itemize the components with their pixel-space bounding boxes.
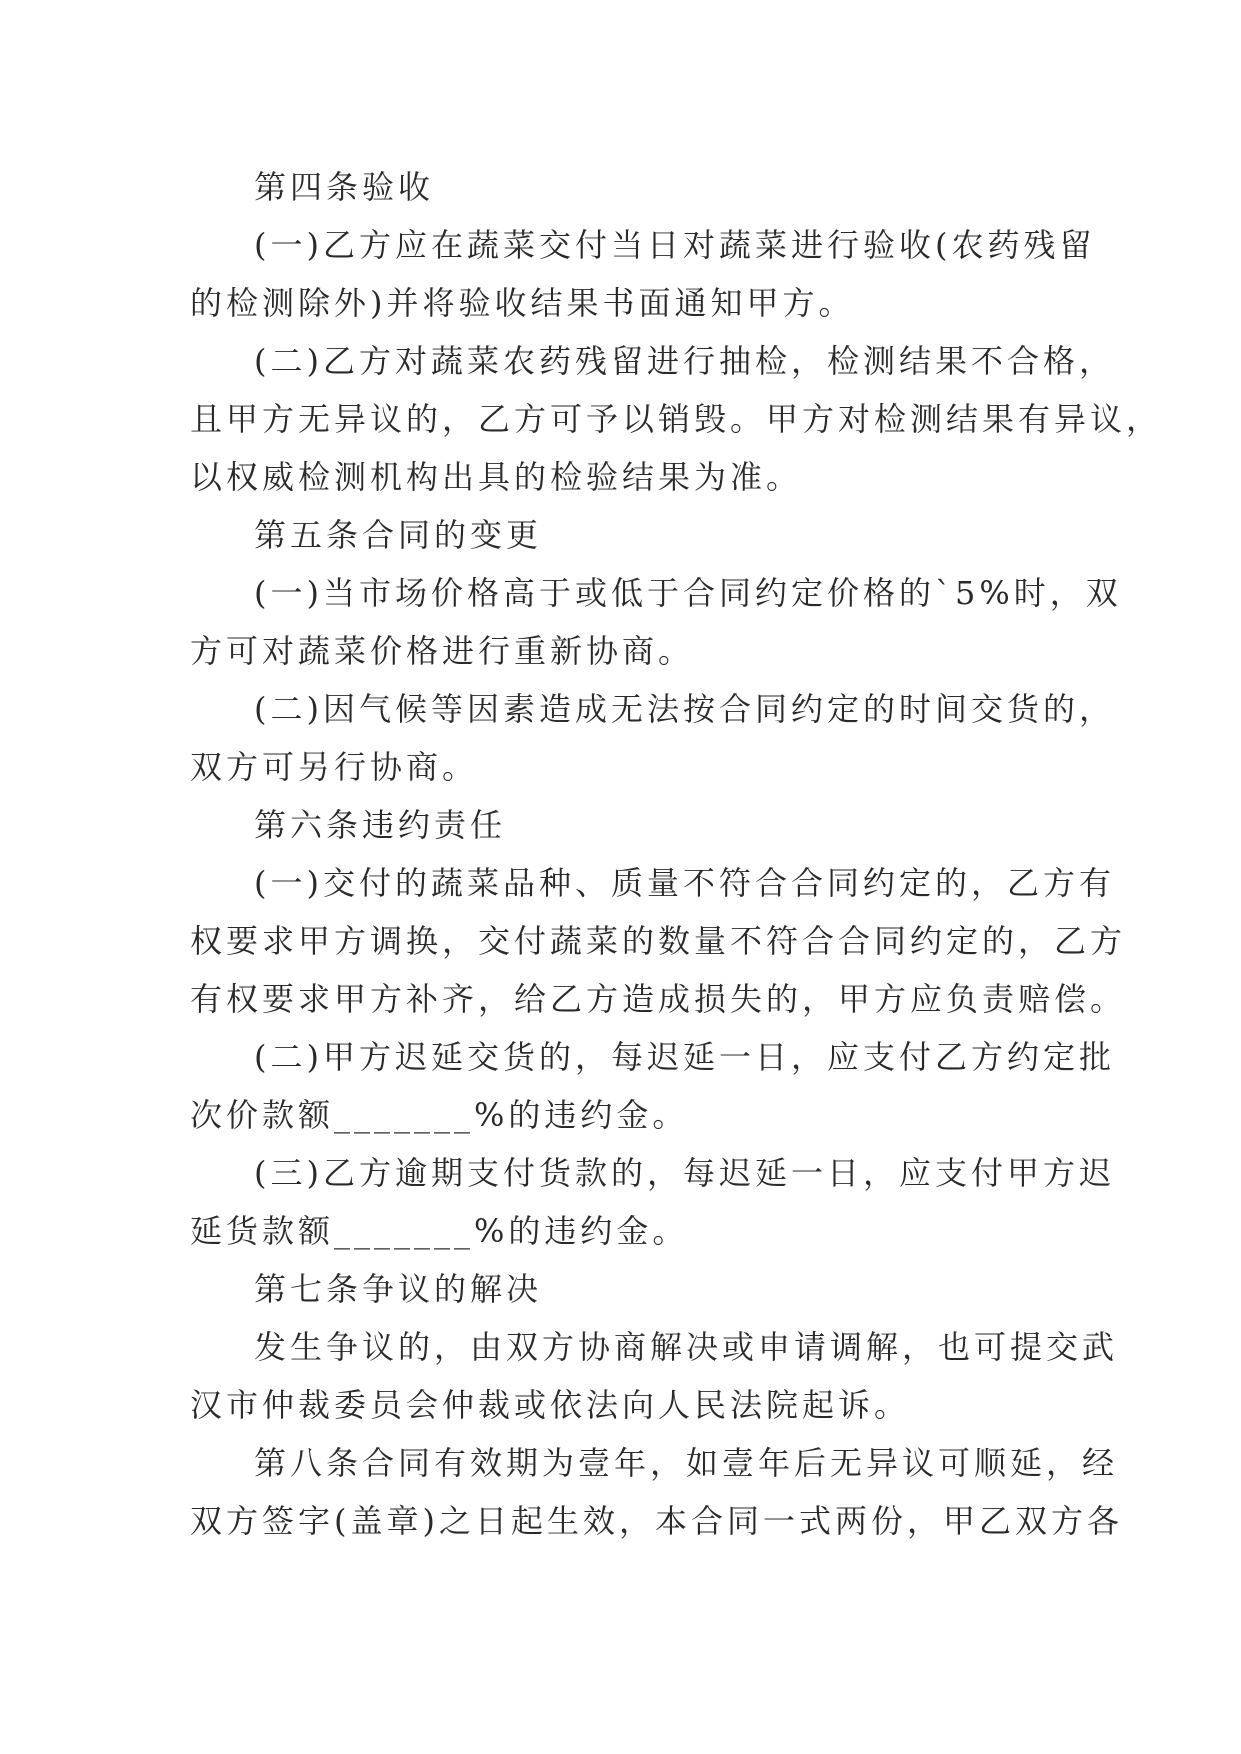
- article-5-clause-2-line-1: (二)因气候等因素造成无法按合同约定的时间交货的，: [254, 690, 1115, 728]
- article-8-line-2: 双方签字(盖章)之日起生效，本合同一式两份，甲乙双方各: [190, 1502, 1123, 1540]
- article-5-clause-1-line-1: (一)当市场价格高于或低于合同约定价格的`5%时，双: [254, 574, 1122, 612]
- article-6-clause-2-line-2: 次价款额_______%的违约金。: [190, 1096, 689, 1134]
- article-5-clause-1-line-2: 方可对蔬菜价格进行重新协商。: [190, 632, 695, 670]
- article-8-line-1: 第八条合同有效期为壹年，如壹年后无异议可顺延，经: [254, 1444, 1119, 1482]
- article-4-heading: 第四条验收: [254, 168, 435, 206]
- article-6-clause-1-line-3: 有权要求甲方补齐，给乙方造成损失的，甲方应负责赔偿。: [190, 980, 1127, 1018]
- article-6-clause-3-line-2: 延货款额_______%的违约金。: [190, 1212, 689, 1250]
- article-4-clause-2-line-3: 以权威检测机构出具的检验结果为准。: [190, 458, 803, 496]
- article-6-clause-3-line-1: (三)乙方逾期支付货款的，每迟延一日，应支付甲方迟: [254, 1154, 1115, 1192]
- article-7-heading: 第七条争议的解决: [254, 1270, 543, 1308]
- article-7-body-line-1: 发生争议的，由双方协商解决或申请调解，也可提交武: [254, 1328, 1119, 1366]
- article-6-clause-2-line-1: (二)甲方迟延交货的，每迟延一日，应支付乙方约定批: [254, 1038, 1115, 1076]
- article-5-heading: 第五条合同的变更: [254, 516, 543, 554]
- article-7-body-line-2: 汉市仲裁委员会仲裁或依法向人民法院起诉。: [190, 1386, 911, 1424]
- document-body: [190, 158, 1163, 1550]
- article-6-heading: 第六条违约责任: [254, 806, 507, 844]
- article-4-clause-2-line-1: (二)乙方对蔬菜农药残留进行抽检，检测结果不合格，: [254, 342, 1115, 380]
- article-5-clause-2-line-2: 双方可另行协商。: [190, 748, 479, 786]
- article-4-clause-1-line-2: 的检测除外)并将验收结果书面通知甲方。: [190, 284, 855, 322]
- article-6-clause-1-line-1: (一)交付的蔬菜品种、质量不符合合同约定的，乙方有: [254, 864, 1115, 902]
- article-4-clause-1-line-1: (一)乙方应在蔬菜交付当日对蔬菜进行验收(农药残留: [254, 226, 1096, 264]
- article-6-clause-1-line-2: 权要求甲方调换，交付蔬菜的数量不符合合同约定的，乙方: [190, 922, 1127, 960]
- article-4-clause-2-line-2: 且甲方无异议的，乙方可予以销毁。甲方对检测结果有异议，: [190, 400, 1163, 438]
